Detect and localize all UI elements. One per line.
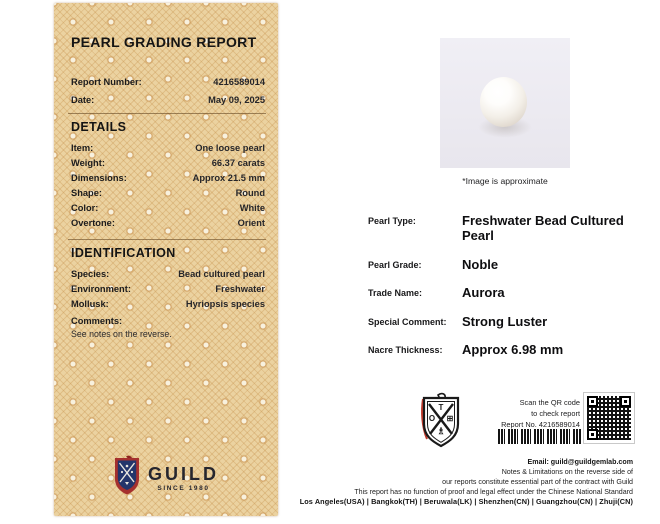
svg-text:♗: ♗ xyxy=(436,426,446,436)
color-value: White xyxy=(239,203,265,213)
barcode xyxy=(498,429,581,444)
shape-value: Round xyxy=(235,188,265,198)
footer-note-1: Notes & Limitations on the reverse side of xyxy=(501,468,633,476)
weight-label: Weight: xyxy=(71,158,105,168)
mollusk-row xyxy=(71,299,265,310)
color-label: Color: xyxy=(71,203,99,213)
pearl-type-label: Pearl Type: xyxy=(368,216,416,226)
contact-email: Email: guild@guildgemlab.com xyxy=(527,458,633,466)
trade-name-label: Trade Name: xyxy=(368,288,423,298)
item-label: Item: xyxy=(71,143,94,153)
footer-notes xyxy=(293,457,633,507)
special-comment-value: Strong Luster xyxy=(462,313,548,329)
special-comment-row xyxy=(368,314,638,329)
qr-finder-icon xyxy=(587,396,598,407)
dimensions-value: Approx 21.5 mm xyxy=(192,173,265,183)
comments-label: Comments: xyxy=(71,316,123,326)
section-divider xyxy=(68,113,266,114)
qr-finder-icon xyxy=(587,429,598,440)
pearl-photo xyxy=(440,38,570,168)
section-divider xyxy=(68,239,266,240)
nacre-thickness-label: Nacre Thickness: xyxy=(368,345,443,355)
guild-logo xyxy=(54,455,278,501)
item-row xyxy=(71,143,265,154)
svg-text:T: T xyxy=(438,403,444,412)
guild-wordmark xyxy=(148,465,219,492)
pearl-type-row xyxy=(368,213,638,243)
footer-note-2: our reports constitute essential part of the contract with Guild xyxy=(442,478,633,486)
qr-report-number: Report No. 4216589014 xyxy=(501,420,580,430)
pearl-grade-label: Pearl Grade: xyxy=(368,259,422,270)
environment-row xyxy=(71,284,265,295)
report-number-row xyxy=(71,77,265,88)
pearl-grade-row xyxy=(368,257,638,272)
weight-value: 66.37 carats xyxy=(211,158,265,168)
lab-locations: Los Angeles(USA) | Bangkok(TH) | Beruwala(LK) | Shenzhen(CN) | Guangzhou(CN) | Zhuji(CN) xyxy=(299,497,633,506)
guild-tagline: SINCE 1980 xyxy=(157,484,210,492)
svg-text:⊞: ⊞ xyxy=(446,414,454,423)
pearl-image xyxy=(480,77,527,127)
shape-row xyxy=(71,188,265,199)
certificate-front xyxy=(54,3,278,516)
photo-caption: *Image is approximate xyxy=(462,176,548,186)
species-row xyxy=(71,269,265,280)
date-value: May 09, 2025 xyxy=(208,95,265,105)
item-value: One loose pearl xyxy=(195,143,265,153)
guild-name: GUILD xyxy=(148,463,219,484)
pearl-grade-value: Noble xyxy=(462,256,499,272)
footer-note-3: This report has no function of proof and legal effect under the Chinese National Standard xyxy=(354,488,633,496)
identification-heading: IDENTIFICATION xyxy=(71,246,176,260)
dimensions-label: Dimensions: xyxy=(71,173,127,183)
qr-line-1: Scan the QR code xyxy=(519,398,580,407)
weight-row xyxy=(71,158,265,169)
guild-crest-icon xyxy=(416,392,464,457)
qr-line-2: to check report xyxy=(531,409,580,419)
overtone-value: Orient xyxy=(237,218,265,228)
qr-finder-icon xyxy=(620,396,631,407)
report-number-value: 4216589014 xyxy=(213,77,265,87)
guild-shield-icon xyxy=(113,455,141,501)
shape-label: Shape: xyxy=(71,188,102,198)
color-row xyxy=(71,203,265,214)
mollusk-label: Mollusk: xyxy=(71,299,109,309)
pearl-type-value: Freshwater Bead Cultured Pearl xyxy=(462,213,624,243)
qr-pattern xyxy=(587,396,631,440)
date-label: Date: xyxy=(71,95,95,105)
trade-name-row xyxy=(368,285,638,300)
species-value: Bead cultured pearl xyxy=(178,269,265,279)
mollusk-value: Hyriopsis species xyxy=(185,299,265,309)
species-label: Species: xyxy=(71,269,110,279)
trade-name-value: Aurora xyxy=(462,285,505,300)
qr-instructions xyxy=(470,397,580,431)
svg-text:O: O xyxy=(428,414,436,423)
overtone-row xyxy=(71,218,265,229)
special-comment-label: Special Comment: xyxy=(368,316,447,327)
nacre-thickness-value: Approx 6.98 mm xyxy=(462,342,564,357)
environment-value: Freshwater xyxy=(215,284,265,294)
date-row xyxy=(71,95,265,106)
grading-fields xyxy=(368,213,638,371)
certificate-title: PEARL GRADING REPORT xyxy=(71,34,257,50)
comments-value: See notes on the reverse. xyxy=(71,329,172,339)
environment-label: Environment: xyxy=(71,284,131,294)
nacre-thickness-row xyxy=(368,342,638,357)
overtone-label: Overtone: xyxy=(71,218,115,228)
details-heading: DETAILS xyxy=(71,120,127,134)
report-number-label: Report Number: xyxy=(71,77,142,87)
qr-code xyxy=(583,392,635,444)
dimensions-row xyxy=(71,173,265,184)
